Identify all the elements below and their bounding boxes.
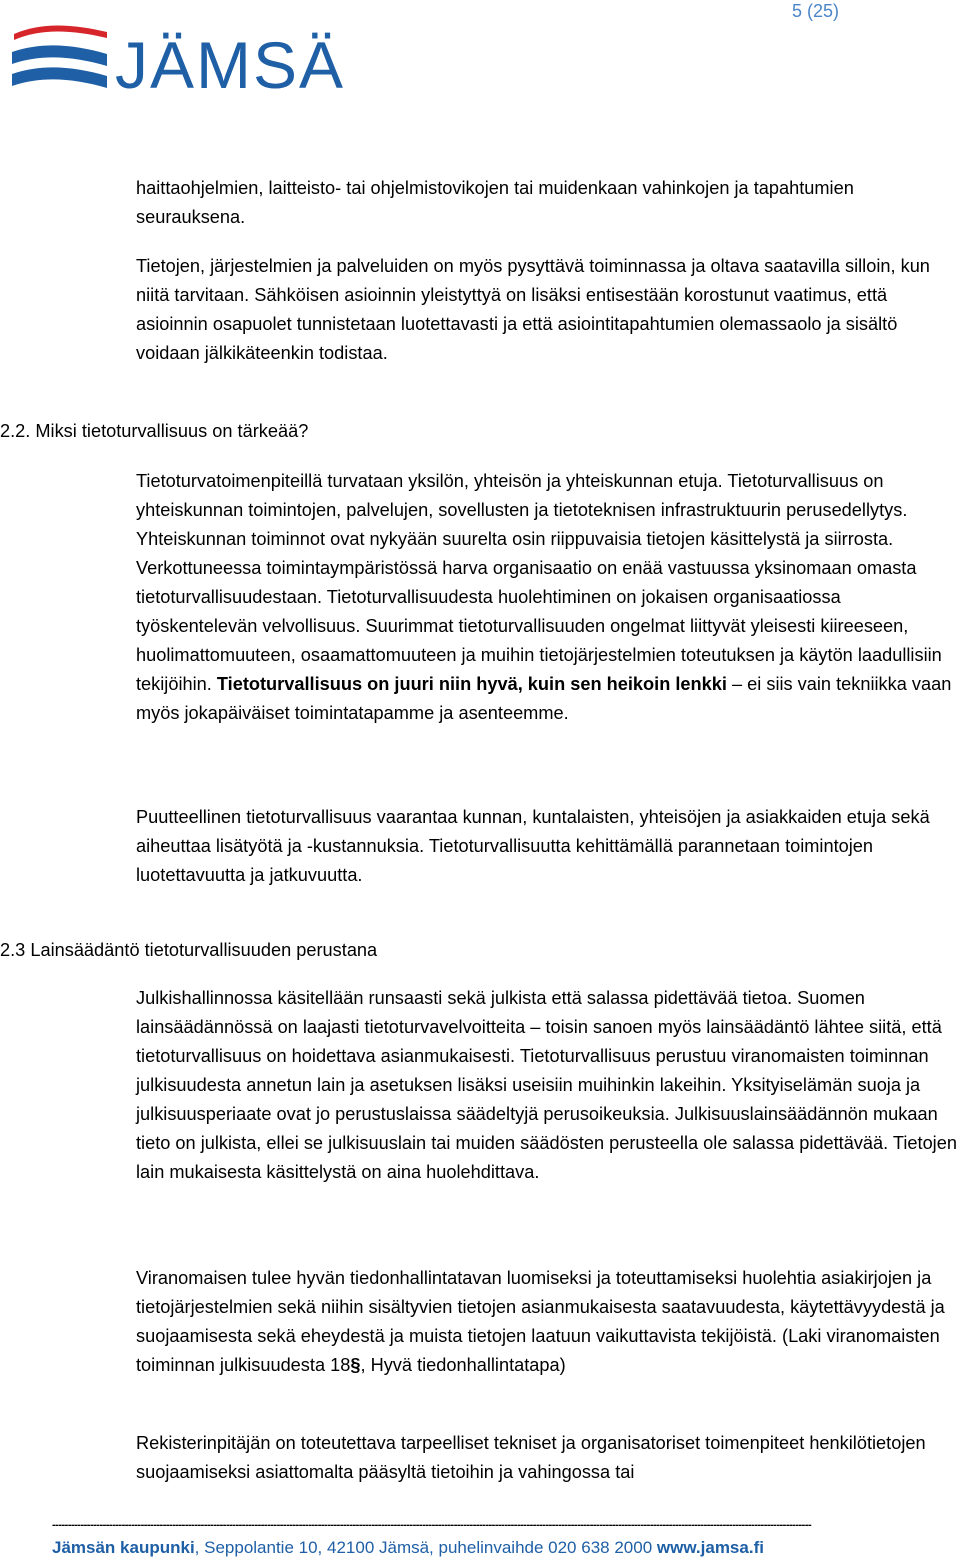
section-2-3-paragraph-2 [136, 1264, 960, 1380]
section-2-3-paragraph-3: Rekisterinpitäjän on toteutettava tarpeelliset tekniset ja organisatoriset toimenpiteet henkilötietojen suojaamiseksi asiattomalta pääsyltä tietoihin ja vahingossa tai [136, 1433, 926, 1482]
section-2-3-paragraph-1: Julkishallinnossa käsitellään runsaasti sekä julkista että salassa pidettävää tietoa. Suomen lainsäädännössä on laajasti tietoturvavelvoitteita – toisin sanoen myös lainsäädäntö lähtee siitä, että tietoturvallisuus on hoidettava asianmukaisesti. Tietoturvallisuus perustuu viranomaisten toiminnan julkisuudesta annetun lain ja asetuksen lisäksi useisiin muihinkin lakeihin. Yksityiselämän suoja ja julkisuusperiaate ovat jo perustuslaissa säädeltyjä perusoikeuksia. Julkisuuslainsäädännön mukaan tieto on julkista, ellei se julkisuuslain tai muiden säädösten perusteella ole salassa pidettävää. Tietojen lain mukaisesta käsittelystä on aina huolehdittava. [136, 988, 957, 1182]
bold-section-sign: § [350, 1355, 361, 1375]
paragraph-text: Tietoturvatoimenpiteillä turvataan yksilön, yhteisön ja yhteiskunnan etuja. Tietoturvallisuus on yhteiskunnan toimintojen, palvelujen, sovellusten ja tietoteknisen infrastruktuurin perusedellytys. Yhteiskunnan toiminnot ovat nykyään suurelta osin riippuvaisia tietojen käsittelystä ja siirrosta. Verkottuneessa toimintaympäristössä harva organisaatio on enää vastuussa yksinomaan omasta tietoturvallisuudestaan. Tietoturvallisuudesta huolehtiminen on jokaisen organisaatiossa työskentelevän velvollisuus. Suurimmat tietoturvallisuuden ongelmat liittyvät yleisesti kiireeseen, huolimattomuuteen, osaamattomuuteen ja muihin tietojärjestelmien toteutuksen ja käytön laadullisiin tekijöihin. [136, 471, 942, 694]
paragraph-text: – ei siis vain tekniikka vaan myös jokapäiväiset toimintatapamme ja asenteemme. [136, 674, 952, 723]
section-2-2-paragraph-2: Puutteellinen tietoturvallisuus vaarantaa kunnan, kuntalaisten, yhteisöjen ja asiakkaiden etuja sekä aiheuttaa lisätyötä ja -kustannuksia. Tietoturvallisuutta kehittämällä parannetaan toimintojen luotettavuutta ja jatkuvuutta. [136, 807, 930, 885]
intro-paragraph-1: haittaohjelmien, laitteisto- tai ohjelmistovikojen tai muidenkaan vahinkojen ja tapahtumien seurauksena. [136, 178, 854, 227]
footer [52, 1536, 764, 1560]
paragraph-text: Viranomaisen tulee hyvän tiedonhallintatavan luomiseksi ja toteuttamiseksi huolehtia asiakirjojen ja tietojärjestelmien sekä niihin sisältyvien tietojen asianmukaisesta saatavuudesta, käytettävyydestä ja suojaamisesta sekä eheydestä ja muista tietojen laatuun vaikuttavista tekijöistä. (Laki viranomaisten toiminnan julkisuudesta 18 [136, 1268, 945, 1375]
bold-emphasis: Tietoturvallisuus on juuri niin hyvä, kuin sen heikoin lenkki [216, 674, 727, 694]
logo-text: JÄMSÄ [115, 28, 346, 102]
section-heading-2-3: 2.3 Lainsäädäntö tietoturvallisuuden perustana [0, 940, 378, 960]
paragraph-text: , Hyvä tiedonhallintatapa) [360, 1355, 566, 1375]
section-heading-2-2: 2.2. Miksi tietoturvallisuus on tärkeää? [0, 421, 309, 441]
footer-org: Jämsän kaupunki [52, 1538, 195, 1557]
intro-paragraph-2: Tietojen, järjestelmien ja palveluiden on myös pysyttävä toiminnassa ja oltava saatavilla silloin, kun niitä tarvitaan. Sähköisen asioinnin yleistyttyä on lisäksi entisestään korostunut vaatimus, että asioinnin osapuolet tunnistetaan luotettavasti ja että asiointitapahtumien olemassaolo ja sisältö voidaan jälkikäteenkin todistaa. [136, 256, 930, 363]
footer-website: www.jamsa.fi [656, 1538, 764, 1557]
footer-divider: ------------------------------------------------------------------------------------------------------------------------------------------------------------------------------------------------------------------------------------------------ [52, 1520, 812, 1530]
section-2-2-paragraph-1 [136, 467, 960, 728]
footer-address: , Seppolantie 10, 42100 Jämsä, puhelinvaihde 020 638 2000 [194, 1538, 657, 1557]
page-number: 5 (25) [791, 1, 839, 21]
jamsa-logo [12, 22, 346, 102]
